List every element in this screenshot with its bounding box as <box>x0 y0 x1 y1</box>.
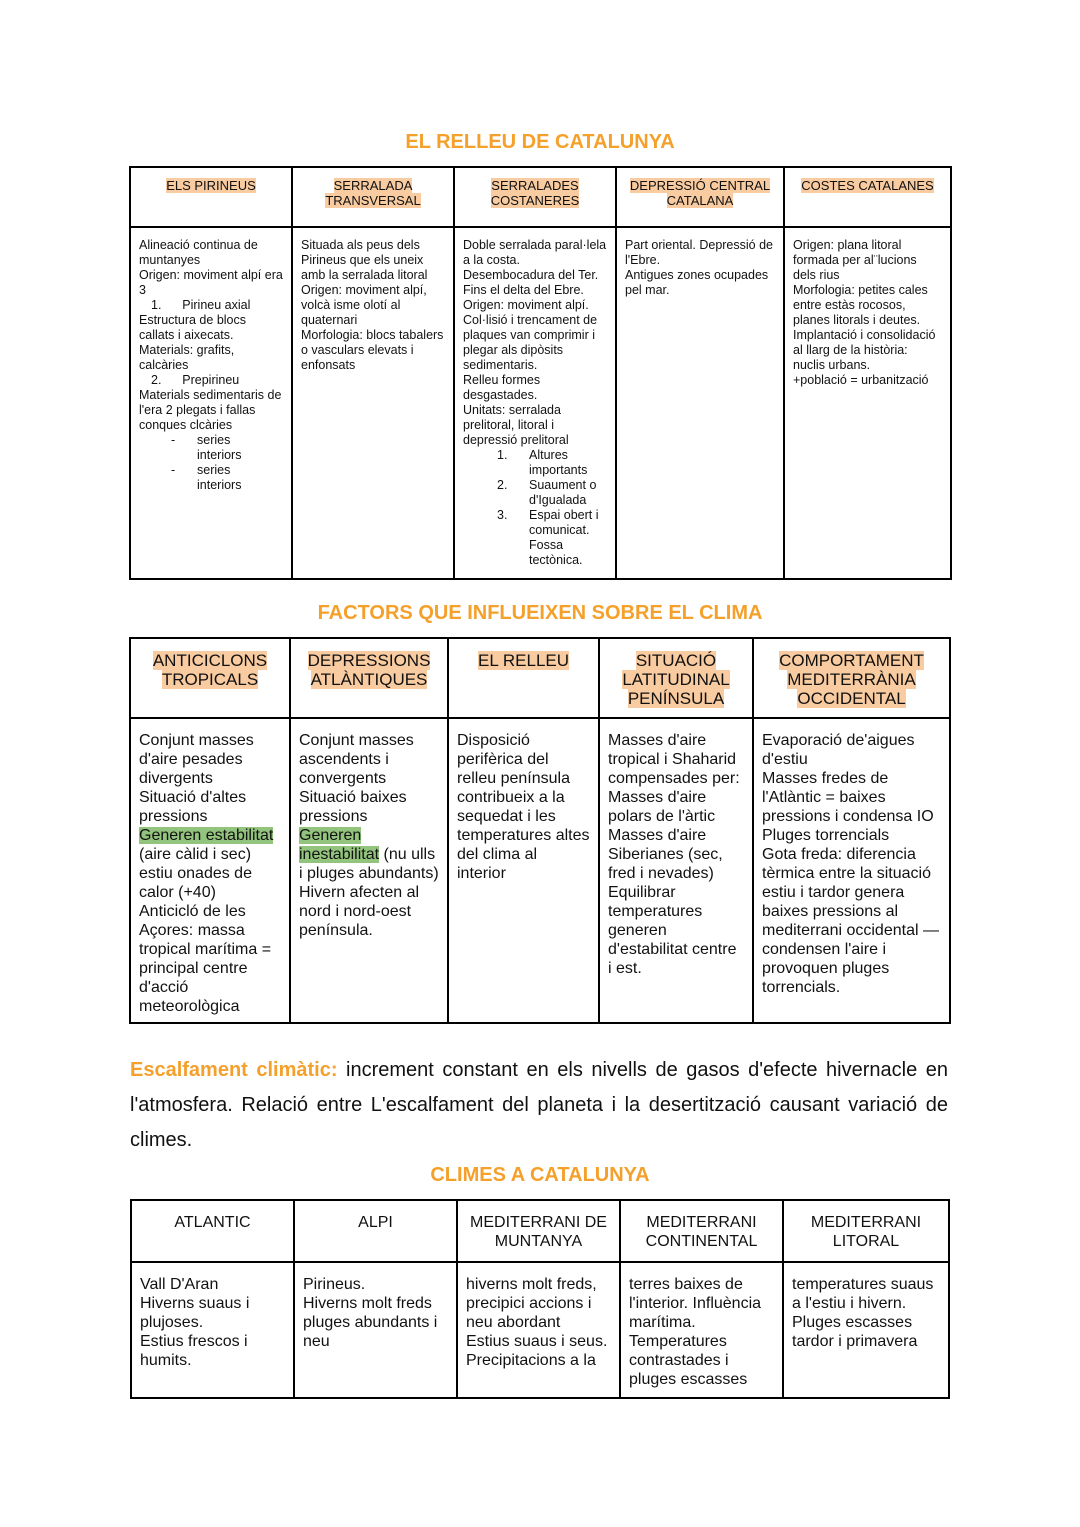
climes-cell-muntanya <box>457 1262 620 1398</box>
text-line: Relleu formes desgastades. <box>463 373 541 402</box>
list-item <box>139 373 283 388</box>
highlight-stability: Generen estabilitat <box>139 827 274 844</box>
highlight-instability: Generen inestabilitat <box>299 827 380 863</box>
climes-header-cell <box>457 1200 620 1262</box>
climes-cell-atlantic <box>131 1262 294 1398</box>
climes-header-cell <box>783 1200 949 1262</box>
climes-header-cell <box>620 1200 783 1262</box>
text-line: Masses fredes de l'Atlàntic = baixes pressions i condensa IO <box>762 770 934 825</box>
factors-header-anticiclons: ANTICICLONS TROPICALS <box>152 651 268 689</box>
text-line: Estius suaus i seus. <box>466 1333 608 1350</box>
text-line: Disposició perifèrica del relleu península contribueix a la sequedat i les temperatures altes del clima al interior <box>457 732 590 882</box>
list-item <box>463 478 607 508</box>
relleu-cell-depressio <box>616 227 784 579</box>
text-line: Masses d'aire tropical i Shaharid compensades per: <box>608 732 740 787</box>
climes-table <box>130 1199 950 1399</box>
list-number: 1. <box>151 298 162 312</box>
list-text: Altures importants <box>529 448 588 477</box>
relleu-header-costes: COSTES CATALANES <box>801 178 934 193</box>
text-line: Materials sedimentaris de l'era 2 plegats i fallas conques clcàries <box>139 388 282 432</box>
list-item <box>139 463 283 493</box>
factors-cell-situacio <box>599 718 753 1023</box>
relleu-header-costaneres: SERRALADES COSTANERES <box>490 178 580 208</box>
text-line: Precipitacions a la <box>466 1352 596 1369</box>
text-line: Morfologia: petites cales entre estàs rocosos, planes litorals i deutes. <box>793 283 928 327</box>
text-line: Doble serralada paral·lela a la costa. <box>463 238 607 267</box>
list-number: 2. <box>497 478 508 492</box>
text-line: Alineació continua de muntanyes <box>139 238 258 267</box>
factors-header-situacio: SITUACIÓ LATITUDINAL PENÍNSULA <box>622 651 730 708</box>
text-line: Unitats: serralada prelitoral, litoral i depressió prelitoral <box>463 403 569 447</box>
climes-header-cell <box>131 1200 294 1262</box>
factors-table <box>129 637 951 1024</box>
climes-header-atlantic: ATLANTIC <box>174 1214 251 1231</box>
climes-header-litoral: MEDITERRANI LITORAL <box>810 1214 922 1250</box>
text-line <box>299 826 439 883</box>
climes-cell-alpi <box>294 1262 457 1398</box>
text-line: Gota freda: diferencia tèrmica entre la situació estiu i tardor genera baixes pressions al mediterrani occidental — condensen l'aire i provoquen pluges torrencials. <box>762 846 939 996</box>
factors-header-cell <box>753 638 950 718</box>
factors-cell-comportament <box>753 718 950 1023</box>
text-line: Morfologia: blocs tabalers o vasculars elevats i enfonsats <box>301 328 444 372</box>
factors-header-cell <box>130 638 290 718</box>
text-line: Col·lisió i trencament de plaques van comprimir i plegar als dipòsits sedimentaris. <box>463 313 598 372</box>
list-number: 1. <box>497 448 508 462</box>
relleu-header-pirineus: ELS PIRINEUS <box>166 178 256 193</box>
climes-header-continental: MEDITERRANI CONTINENTAL <box>645 1214 758 1250</box>
relleu-header-depressio: DEPRESSIÓ CENTRAL CATALANA <box>629 178 771 208</box>
relleu-title: EL RELLEU DE CATALUNYA <box>405 131 675 153</box>
factors-header-relleu: EL RELLEU <box>477 651 570 670</box>
text-line: Temperatures contrastades i pluges escasses <box>629 1333 748 1388</box>
climate-warming-paragraph <box>130 1053 948 1158</box>
text-line: Hiverns molt freds pluges abundants i neu <box>303 1295 438 1350</box>
factors-cell-anticiclons <box>130 718 290 1023</box>
relleu-header-cell <box>454 167 616 227</box>
text-line: Estructura de blocs callats i aixecats. <box>139 313 246 342</box>
text-line: Conjunt masses d'aire pesades divergents <box>139 732 254 787</box>
paragraph-lead: Escalfament climàtic: <box>130 1059 338 1081</box>
factors-header-cell <box>448 638 599 718</box>
relleu-cell-pirineus <box>130 227 292 579</box>
relleu-header-cell <box>130 167 292 227</box>
text-line: Implantació i consolidació al llarg de la història: nuclis urbans. <box>793 328 936 372</box>
text-line: Part oriental. Depressió de l'Ebre. <box>625 238 773 267</box>
list-text: Suaument o d'Igualada <box>529 478 597 507</box>
climes-cell-litoral <box>783 1262 949 1398</box>
text-line: Origen: plana litoral formada per al¨lucions dels rius <box>793 238 917 282</box>
text-line: Antigues zones ocupades pel mar. <box>625 268 769 297</box>
relleu-header-cell <box>292 167 454 227</box>
list-text: series interiors <box>197 463 242 492</box>
relleu-cell-costaneres <box>454 227 616 579</box>
text-line: terres baixes de l'interior. Influència marítima. <box>629 1276 762 1331</box>
factors-cell-relleu <box>448 718 599 1023</box>
climes-cell-continental <box>620 1262 783 1398</box>
text-line: Origen: moviment alpí. <box>463 298 589 312</box>
list-item <box>139 298 283 313</box>
text-line: temperatures suaus a l'estiu i hivern. Pluges escasses tardor i primavera <box>792 1276 934 1350</box>
text-line: Equilibrar temperatures generen d'estabilitat centre i est. <box>608 884 737 977</box>
text-line: Masses d'aire polars de l'àrtic <box>608 789 716 825</box>
factors-cell-depressions <box>290 718 448 1023</box>
factors-header-depressions: DEPRESSIONS ATLÀNTIQUES <box>307 651 431 689</box>
text-line: Anticicló de les Açores: massa tropical marítima = principal centre d'acció meteorològica <box>139 903 272 1015</box>
text-line: Pluges torrencials <box>762 827 890 844</box>
text-line: Evaporació de'aigues d'estiu <box>762 732 915 768</box>
relleu-table <box>129 166 952 580</box>
relleu-header-cell <box>616 167 784 227</box>
climes-header-alpi: ALPI <box>358 1214 393 1231</box>
list-item <box>463 508 607 568</box>
list-text: series interiors <box>197 433 242 462</box>
climes-title: CLIMES A CATALUNYA <box>430 1164 650 1186</box>
factors-header-cell <box>290 638 448 718</box>
bullet: - <box>171 463 176 477</box>
list-number: 3. <box>497 508 508 522</box>
text-line: hiverns molt freds, precipici accions i neu abordant <box>466 1276 597 1331</box>
text-line: Hivern afecten al nord i nord-oest península. <box>299 884 420 939</box>
text-line: Situada als peus dels Pirineus que els uneix amb la serralada litoral <box>301 238 428 282</box>
text-line: Conjunt masses ascendents i convergents <box>299 732 414 787</box>
relleu-header-transversal: SERRALADA TRANSVERSAL <box>325 178 421 208</box>
climes-header-muntanya: MEDITERRANI DE MUNTANYA <box>470 1214 607 1250</box>
factors-title: FACTORS QUE INFLUEIXEN SOBRE EL CLIMA <box>317 602 763 624</box>
text-line: Pirineus. <box>303 1276 366 1293</box>
text-line: Situació baixes pressions <box>299 789 407 825</box>
factors-header-comportament: COMPORTAMENT MEDITERRÀNIA OCCIDENTAL <box>779 651 924 708</box>
paragraph-text: increment constant en els nivells de gasos d'efecte hivernacle en l'atmosfera. Relació entre L'escalfament del planeta i la desertització causant variació de climes. <box>130 1059 948 1151</box>
bullet: - <box>171 433 176 447</box>
text-line: Materials: grafits, calcàries <box>139 343 235 372</box>
factors-header-cell <box>599 638 753 718</box>
text-line: Desembocadura del Ter. Fins el delta del Ebre. <box>463 268 599 297</box>
text-line: Hiverns suaus i plujoses. <box>140 1295 250 1331</box>
relleu-cell-transversal <box>292 227 454 579</box>
text-span: (nu ulls i pluges abundants) <box>299 846 439 882</box>
text-line: +població = urbanització <box>793 373 929 387</box>
text-line: Vall D'Aran <box>140 1276 219 1293</box>
text-line: Masses d'aire Siberianes (sec, fred i nevades) <box>608 827 723 882</box>
text-line <box>139 826 281 845</box>
list-text: Espai obert i comunicat. Fossa tectònica. <box>529 508 599 567</box>
list-item <box>139 433 283 463</box>
list-number: 2. <box>151 373 162 387</box>
list-text: Pirineu axial <box>182 298 251 312</box>
text-line: (aire càlid i sec) estiu onades de calor (+40) <box>139 846 252 901</box>
list-text: Prepirineu <box>182 373 240 387</box>
text-line: Estius frescos i humits. <box>140 1333 248 1369</box>
text-line: Origen: moviment alpí, volcà isme olotí al quaternari <box>301 283 427 327</box>
text-line: Situació d'altes pressions <box>139 789 247 825</box>
relleu-cell-costes <box>784 227 951 579</box>
text-line: Origen: moviment alpí era 3 <box>139 268 283 297</box>
list-item <box>463 448 607 478</box>
climes-header-cell <box>294 1200 457 1262</box>
relleu-header-cell <box>784 167 951 227</box>
